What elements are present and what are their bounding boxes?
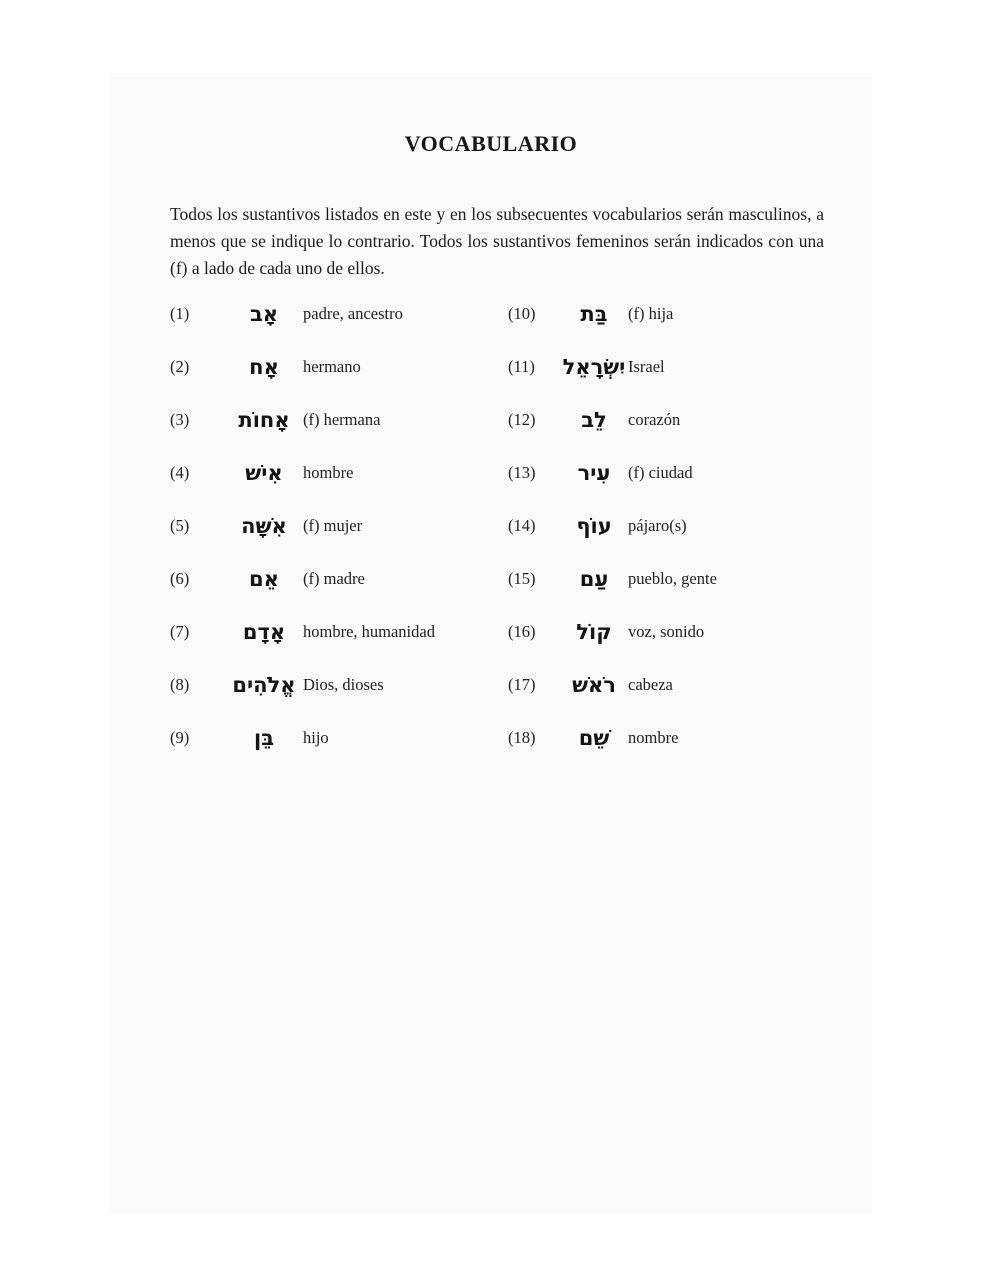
- vocab-row-15: [508, 552, 863, 605]
- entry-number: (16): [508, 621, 536, 641]
- spanish-gloss: nombre: [628, 727, 679, 747]
- vocab-row-8: [170, 658, 505, 711]
- entry-number: (5): [170, 515, 190, 535]
- hebrew-word: יִשְׂרָאֵל: [562, 354, 626, 379]
- hebrew-word: אֵם: [249, 566, 279, 591]
- hebrew-word: בַּת: [580, 301, 608, 326]
- hebrew-word: אָדָם: [242, 619, 286, 644]
- vocab-row-5: [170, 499, 505, 552]
- entry-number: (12): [508, 409, 536, 429]
- spanish-gloss: (f) hija: [628, 303, 674, 323]
- hebrew-word: בֵּן: [253, 725, 274, 750]
- spanish-gloss: hombre, humanidad: [303, 621, 435, 641]
- vocab-column-right: [508, 287, 863, 764]
- hebrew-word: אָב: [249, 301, 279, 326]
- vocab-row-14: [508, 499, 863, 552]
- vocab-row-10: [508, 287, 863, 340]
- entry-number: (15): [508, 568, 536, 588]
- entry-number: (1): [170, 303, 190, 323]
- entry-number: (4): [170, 462, 190, 482]
- vocab-row-9: [170, 711, 505, 764]
- vocab-row-13: [508, 446, 863, 499]
- spanish-gloss: pájaro(s): [628, 515, 687, 535]
- vocab-row-2: [170, 340, 505, 393]
- vocab-row-6: [170, 552, 505, 605]
- hebrew-word: עִיר: [577, 460, 611, 485]
- hebrew-word: רֹאשׁ: [572, 672, 616, 697]
- entry-number: (11): [508, 356, 535, 376]
- vocab-row-4: [170, 446, 505, 499]
- entry-number: (17): [508, 674, 536, 694]
- entry-number: (13): [508, 462, 536, 482]
- spanish-gloss: pueblo, gente: [628, 568, 717, 588]
- spanish-gloss: (f) mujer: [303, 515, 363, 535]
- entry-number: (14): [508, 515, 536, 535]
- vocabulary-list: [110, 287, 872, 1213]
- spanish-gloss: (f) madre: [303, 568, 365, 588]
- hebrew-word: עוֹף: [576, 513, 612, 538]
- spanish-gloss: (f) ciudad: [628, 462, 693, 482]
- hebrew-word: עַם: [579, 566, 609, 591]
- hebrew-word: אִישׁ: [245, 460, 283, 485]
- entry-number: (2): [170, 356, 190, 376]
- spanish-gloss: Dios, dioses: [303, 674, 384, 694]
- spanish-gloss: padre, ancestro: [303, 303, 403, 323]
- intro-paragraph: Todos los sustantivos listados en este y en los subsecuentes vocabularios serán masculinos, a menos que se indique lo contrario. Todos los sustantivos femeninos serán indicados con una (f) a lado de cada uno de ellos.: [170, 203, 824, 279]
- spanish-gloss: (f) hermana: [303, 409, 381, 429]
- hebrew-word: אָחוֹת: [238, 407, 290, 432]
- vocab-row-16: [508, 605, 863, 658]
- spanish-gloss: voz, sonido: [628, 621, 705, 641]
- entry-number: (7): [170, 621, 190, 641]
- vocab-row-1: [170, 287, 505, 340]
- entry-number: (3): [170, 409, 190, 429]
- vocab-row-3: [170, 393, 505, 446]
- spanish-gloss: cabeza: [628, 674, 673, 694]
- page-title: VOCABULARIO: [404, 131, 578, 156]
- spanish-gloss: hombre: [303, 462, 354, 482]
- hebrew-word: אָח: [249, 354, 279, 379]
- spanish-gloss: Israel: [628, 356, 665, 376]
- hebrew-word: שֵׁם: [578, 725, 610, 750]
- entry-number: (10): [508, 303, 536, 323]
- vocab-row-17: [508, 658, 863, 711]
- entry-number: (9): [170, 727, 190, 747]
- entry-number: (8): [170, 674, 190, 694]
- vocab-column-left: [170, 287, 505, 764]
- document-page: [110, 73, 872, 1213]
- hebrew-word: לֵב: [581, 407, 607, 432]
- spanish-gloss: corazón: [628, 409, 681, 429]
- hebrew-word: אִשָּׁה: [241, 513, 287, 538]
- spanish-gloss: hijo: [303, 727, 329, 747]
- entry-number: (6): [170, 568, 190, 588]
- spanish-gloss: hermano: [303, 356, 361, 376]
- vocab-row-18: [508, 711, 863, 764]
- vocab-row-12: [508, 393, 863, 446]
- vocab-row-7: [170, 605, 505, 658]
- hebrew-word: אֱלֹהִים: [232, 672, 296, 697]
- entry-number: (18): [508, 727, 536, 747]
- hebrew-word: קוֹל: [576, 619, 612, 644]
- vocab-row-11: [508, 340, 863, 393]
